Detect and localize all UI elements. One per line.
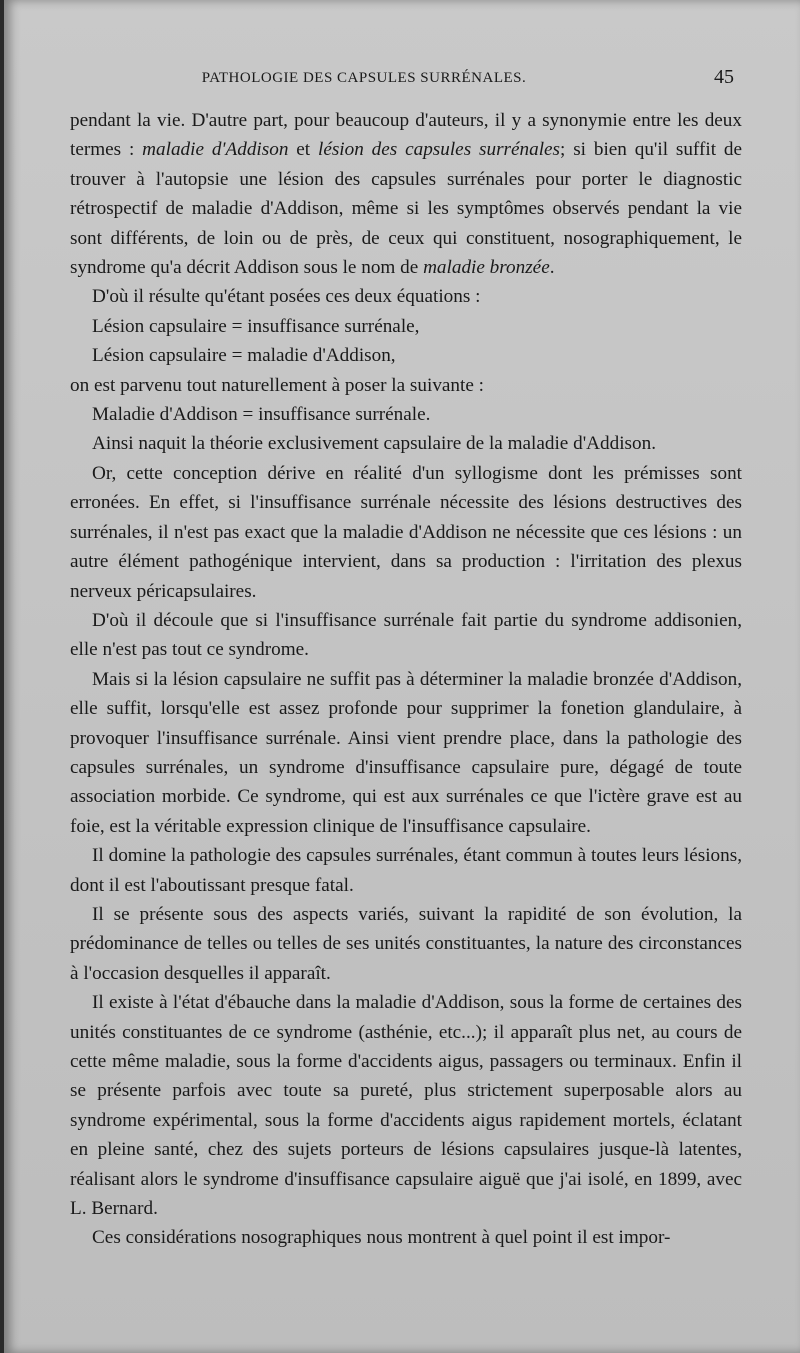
equation-3: Maladie d'Addison = insuffisance surrénale. [92, 404, 431, 426]
text-segment: pendant la vie. D'autre part, pour beaucoup d'auteurs, il y a synonymie entre les deux termes : [70, 110, 742, 161]
paragraph-4: Ainsi naquit la théorie exclusivement capsulaire de la maladie d'Addison. [92, 433, 656, 455]
paragraph-6: D'où il découle que si l'insuffisance surrénale fait partie du syndrome addisonien, elle n'est pas tout ce syndrome. [70, 609, 742, 661]
running-title: PATHOLOGIE DES CAPSULES SURRÉNALES. [201, 70, 527, 86]
body-text [70, 106, 742, 1253]
paragraph-1 [70, 106, 742, 282]
text-segment: et [288, 139, 318, 161]
book-page [4, 0, 800, 1353]
paragraph-7: Mais si la lésion capsulaire ne suffit pas à déterminer la maladie bronzée d'Addison, elle suffit, lorsqu'elle est assez profonde pour supprimer la fonetion glandulaire, à provoquer l'insuffisance surrénale. Ainsi vient prendre place, dans la pathologie des capsules surrénales, un syndrome d'insuffisance capsulaire pure, dégagé de toute association morbide. Ce syndrome, qui est aux surrénales ce que l'ictère grave est au foie, est la véritable expression clinique de l'insuffisance capsulaire. [70, 668, 742, 837]
paragraph-11: Ces considérations nosographiques nous montrent à quel point il est impor- [92, 1227, 671, 1249]
text-segment: ; si bien qu'il suffit de trouver à l'autopsie une lésion des capsules surrénales pour porter le diagnostic rétrospectif de maladie d'Addison, même si les symptômes observés pendant la vie sont différents, de loin ou de près, de ceux qui constituent, nosographiquement, le syndrome qu'a décrit Addison sous le nom de [70, 139, 742, 279]
text-segment: . [549, 257, 555, 279]
equation-2: Lésion capsulaire = maladie d'Addison, [92, 345, 396, 367]
paragraph-3: on est parvenu tout naturellement à poser la suivante : [70, 374, 485, 396]
paragraph-5: Or, cette conception dérive en réalité d'un syllogisme dont les prémisses sont erronées. En effet, si l'insuffisance surrénale nécessite des lésions destructives des surrénales, il n'est pas exact que la maladie d'Addison ne nécessite que ces lésions : un autre élément pathogénique intervient, dans sa production : l'irritation des plexus nerveux péricapsulaires. [70, 462, 742, 602]
italic-term: lésion des capsules surrénales [317, 139, 561, 161]
paragraph-10: Il existe à l'état d'ébauche dans la maladie d'Addison, sous la forme de certaines des unités constituantes de ce syndrome (asthénie, etc...); il apparaît plus net, au cours de cette même maladie, sous la forme d'accidents aigus, passagers ou terminaux. Enfin il se présente parfois avec toute sa pureté, plus strictement superposable alors au syndrome expérimental, sous la forme d'accidents aigus rapidement mortels, éclatant en pleine santé, chez des sujets porteurs de lésions capsulaires jusque-là latentes, réalisant alors le syndrome d'insuffisance capsulaire aiguë que j'ai isolé, en 1899, avec L. Bernard. [70, 992, 742, 1220]
page-number: 45 [714, 66, 734, 88]
paragraph-2: D'où il résulte qu'étant posées ces deux équations : [92, 286, 481, 308]
equation-1: Lésion capsulaire = insuffisance surrénale, [92, 315, 420, 337]
running-head [74, 66, 734, 90]
paragraph-9: Il se présente sous des aspects variés, suivant la rapidité de son évolution, la prédominance de telles ou telles de ses unités constituantes, la nature des circonstances à l'occasion desquelles il apparaît. [70, 903, 742, 984]
paragraph-8: Il domine la pathologie des capsules surrénales, étant commun à toutes leurs lésions, dont il est l'aboutissant presque fatal. [70, 845, 742, 896]
italic-term: maladie bronzée [423, 257, 550, 279]
italic-term: maladie d'Addison [142, 139, 289, 161]
